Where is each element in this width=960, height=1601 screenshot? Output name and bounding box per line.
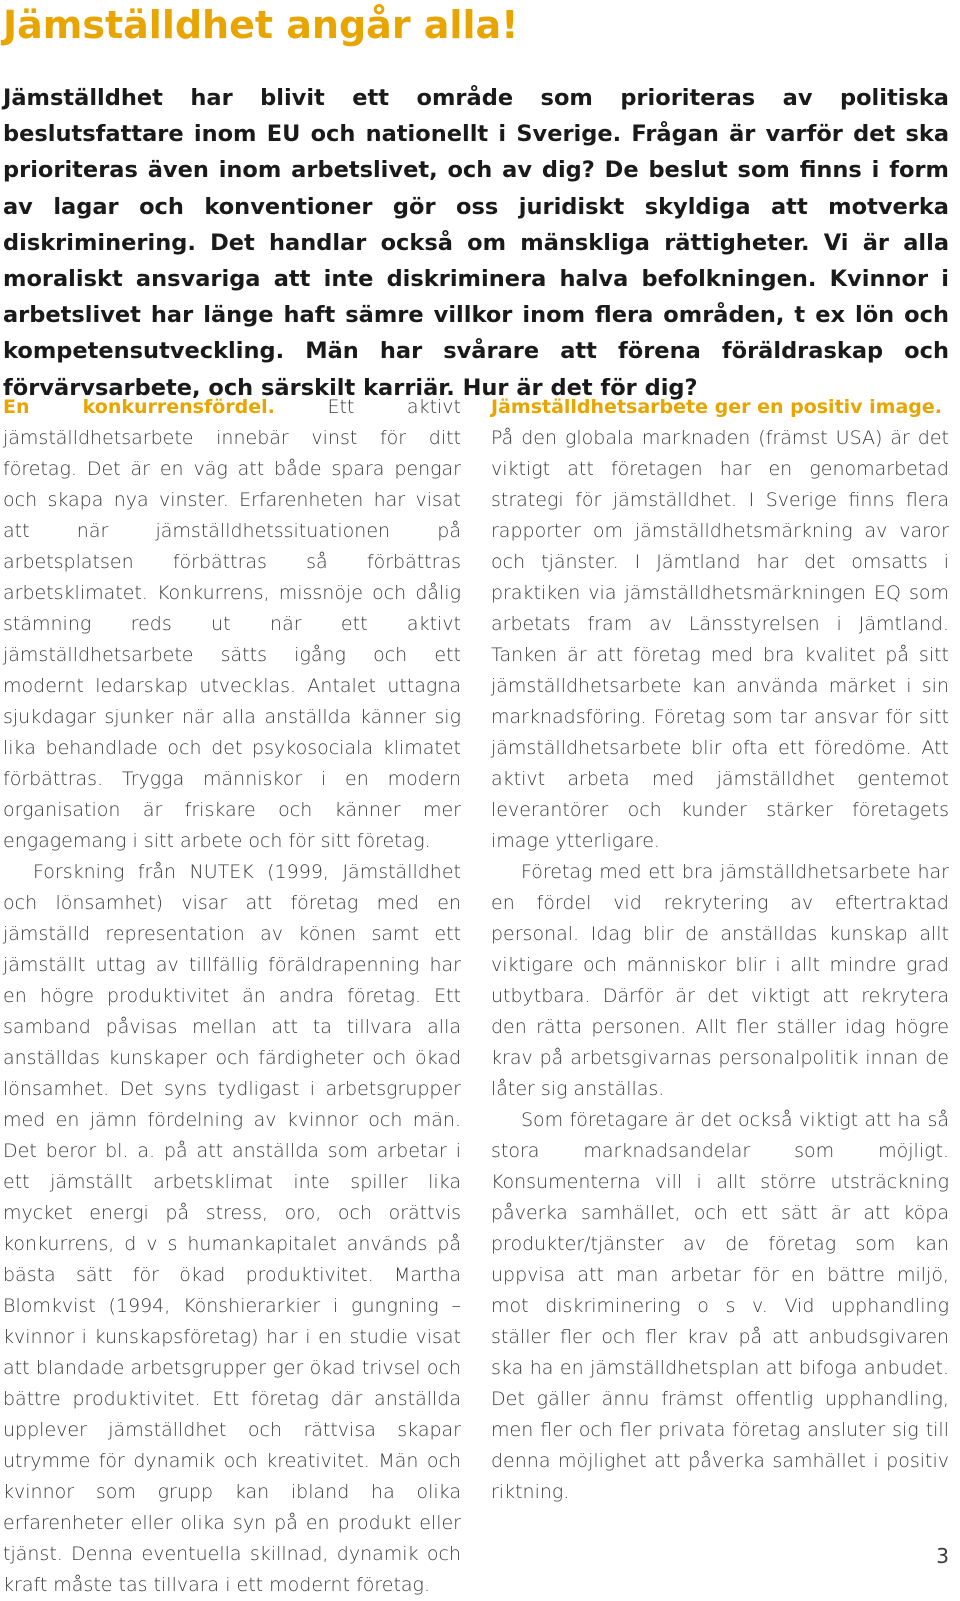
left-paragraph-1-text: Ett aktivt jämställdhetsarbete innebär vinst för ditt företag. Det är en väg att både spara pengar och skapa nya vinster. Erfarenheten har visat att när jämställdhetssituationen på arbetsplatsen förbättras så förbättras arbetsklimatet. Konkurrens, missnöje och dålig stämning reds ut när ett aktivt jämställdhetsarbete sätts igång och ett modernt ledarskap utvecklas. Antalet uttagna sjukdagar sjunker när alla anställda känner sig lika behandlade och det psykosociala klimatet förbättras. Trygga människor i en modern organisation är friskare och känner mer engagemang i sitt arbete och för sitt företag. <box>3 396 461 852</box>
page-title: Jämställdhet angår alla! <box>3 3 519 47</box>
right-column <box>491 392 949 1508</box>
right-paragraph-3: Som företagare är det också viktigt att ha så stora marknadsandelar som möjligt. Konsumenterna vill i allt större utsträckning påverka samhället, och ett sätt är att köpa produkter/tjänster av de företag som kan uppvisa att man arbetar för en bättre miljö, mot diskriminering o s v. Vid upphandling ställer fler och fler krav på att anbudsgivaren ska ha en jämställdhetsplan att bifoga anbudet. Det gäller ännu främst offentlig upphandling, men fler och fler privata företag ansluter sig till denna möjlighet att påverka samhället i positiv riktning. <box>491 1109 949 1503</box>
right-paragraph-2: Företag med ett bra jämställdhetsarbete har en fördel vid rekrytering av eftertraktad personal. Idag blir de anställdas kunskap allt viktigare och människor blir i allt mindre grad utbytbara. Därför är det viktigt att rekrytera den rätta personen. Allt fler ställer idag högre krav på arbetsgivarnas personalpolitik innan de låter sig anställas. <box>491 861 949 1100</box>
left-paragraph-1 <box>3 392 461 857</box>
right-paragraph-1: På den globala marknaden (främst USA) är det viktigt att företagen har en genomarbetad strategi för jämställdhet. I Sverige finns flera rapporter om jämställdhetsmärkning av varor och tjänster. I Jämtland har det omsatts i praktiken via jämställdhetsmärkningen EQ som arbetats fram av Länsstyrelsen i Jämtland. Tanken är att företag med bra kvalitet på sitt jämställdhetsarbete kan använda märket i sin marknadsföring. Företag som tar ansvar för sitt jämställdhetsarbete blir ofta ett föredöme. Att aktivt arbeta med jämställdhet gentemot leverantörer och kunder stärker företagets image ytterligare. <box>491 427 949 852</box>
left-column <box>3 392 461 1601</box>
right-column-heading-text: Jämställdhetsarbete ger en positiv image. <box>491 396 942 418</box>
intro-paragraph: Jämställdhet har blivit ett område som prioriteras av politiska beslutsfattare inom EU och nationellt i Sverige. Frågan är varför det ska prioriteras även inom arbetslivet, och av dig? De beslut som finns i form av lagar och konventioner gör oss juridiskt skyldiga att motverka diskriminering. Det handlar också om mänskliga rättigheter. Vi är alla moraliskt ansvariga att inte diskriminera halva befolkningen. Kvinnor i arbetslivet har länge haft sämre villkor inom flera områden, t ex lön och kompetensutveckling. Män har svårare att förena föräldraskap och förvärvsarbete, och särskilt karriär. Hur är det för dig? <box>3 85 949 401</box>
left-column-heading: En konkurrensfördel. <box>3 396 275 418</box>
page-number: 3 <box>936 1544 949 1568</box>
left-paragraph-2: Forskning från NUTEK (1999, Jämställdhet och lönsamhet) visar att företag med en jämställd representation av könen samt ett jämställt uttag av tillfällig föräldrapenning har en högre produktivitet än andra företag. Ett samband påvisas mellan att ta tillvara alla anställdas kunskaper och färdigheter och ökad lönsamhet. Det syns tydligast i arbetsgrupper med en jämn fördelning av kvinnor och män. Det beror bl. a. på att anställda som arbetar i ett jämställt arbetsklimat inte spiller lika mycket energi på stress, oro, och orättvis konkurrens, d v s humankapitalet används på bästa sätt för ökad produktivitet. Martha Blomkvist (1994, Könshierarkier i gungning – kvinnor i kunskapsföretag) har i en studie visat att blandade arbetsgrupper ger ökad trivsel och bättre produktivitet. Ett företag där anställda upplever jämställdhet och rättvisa skapar utrymme för dynamik och kreativitet. Män och kvinnor som grupp kan ibland ha olika erfarenheter eller olika syn på en produkt eller tjänst. Denna eventuella skillnad, dynamik och kraft måste tas tillvara i ett modernt företag. <box>3 861 461 1596</box>
right-column-heading <box>491 392 949 423</box>
